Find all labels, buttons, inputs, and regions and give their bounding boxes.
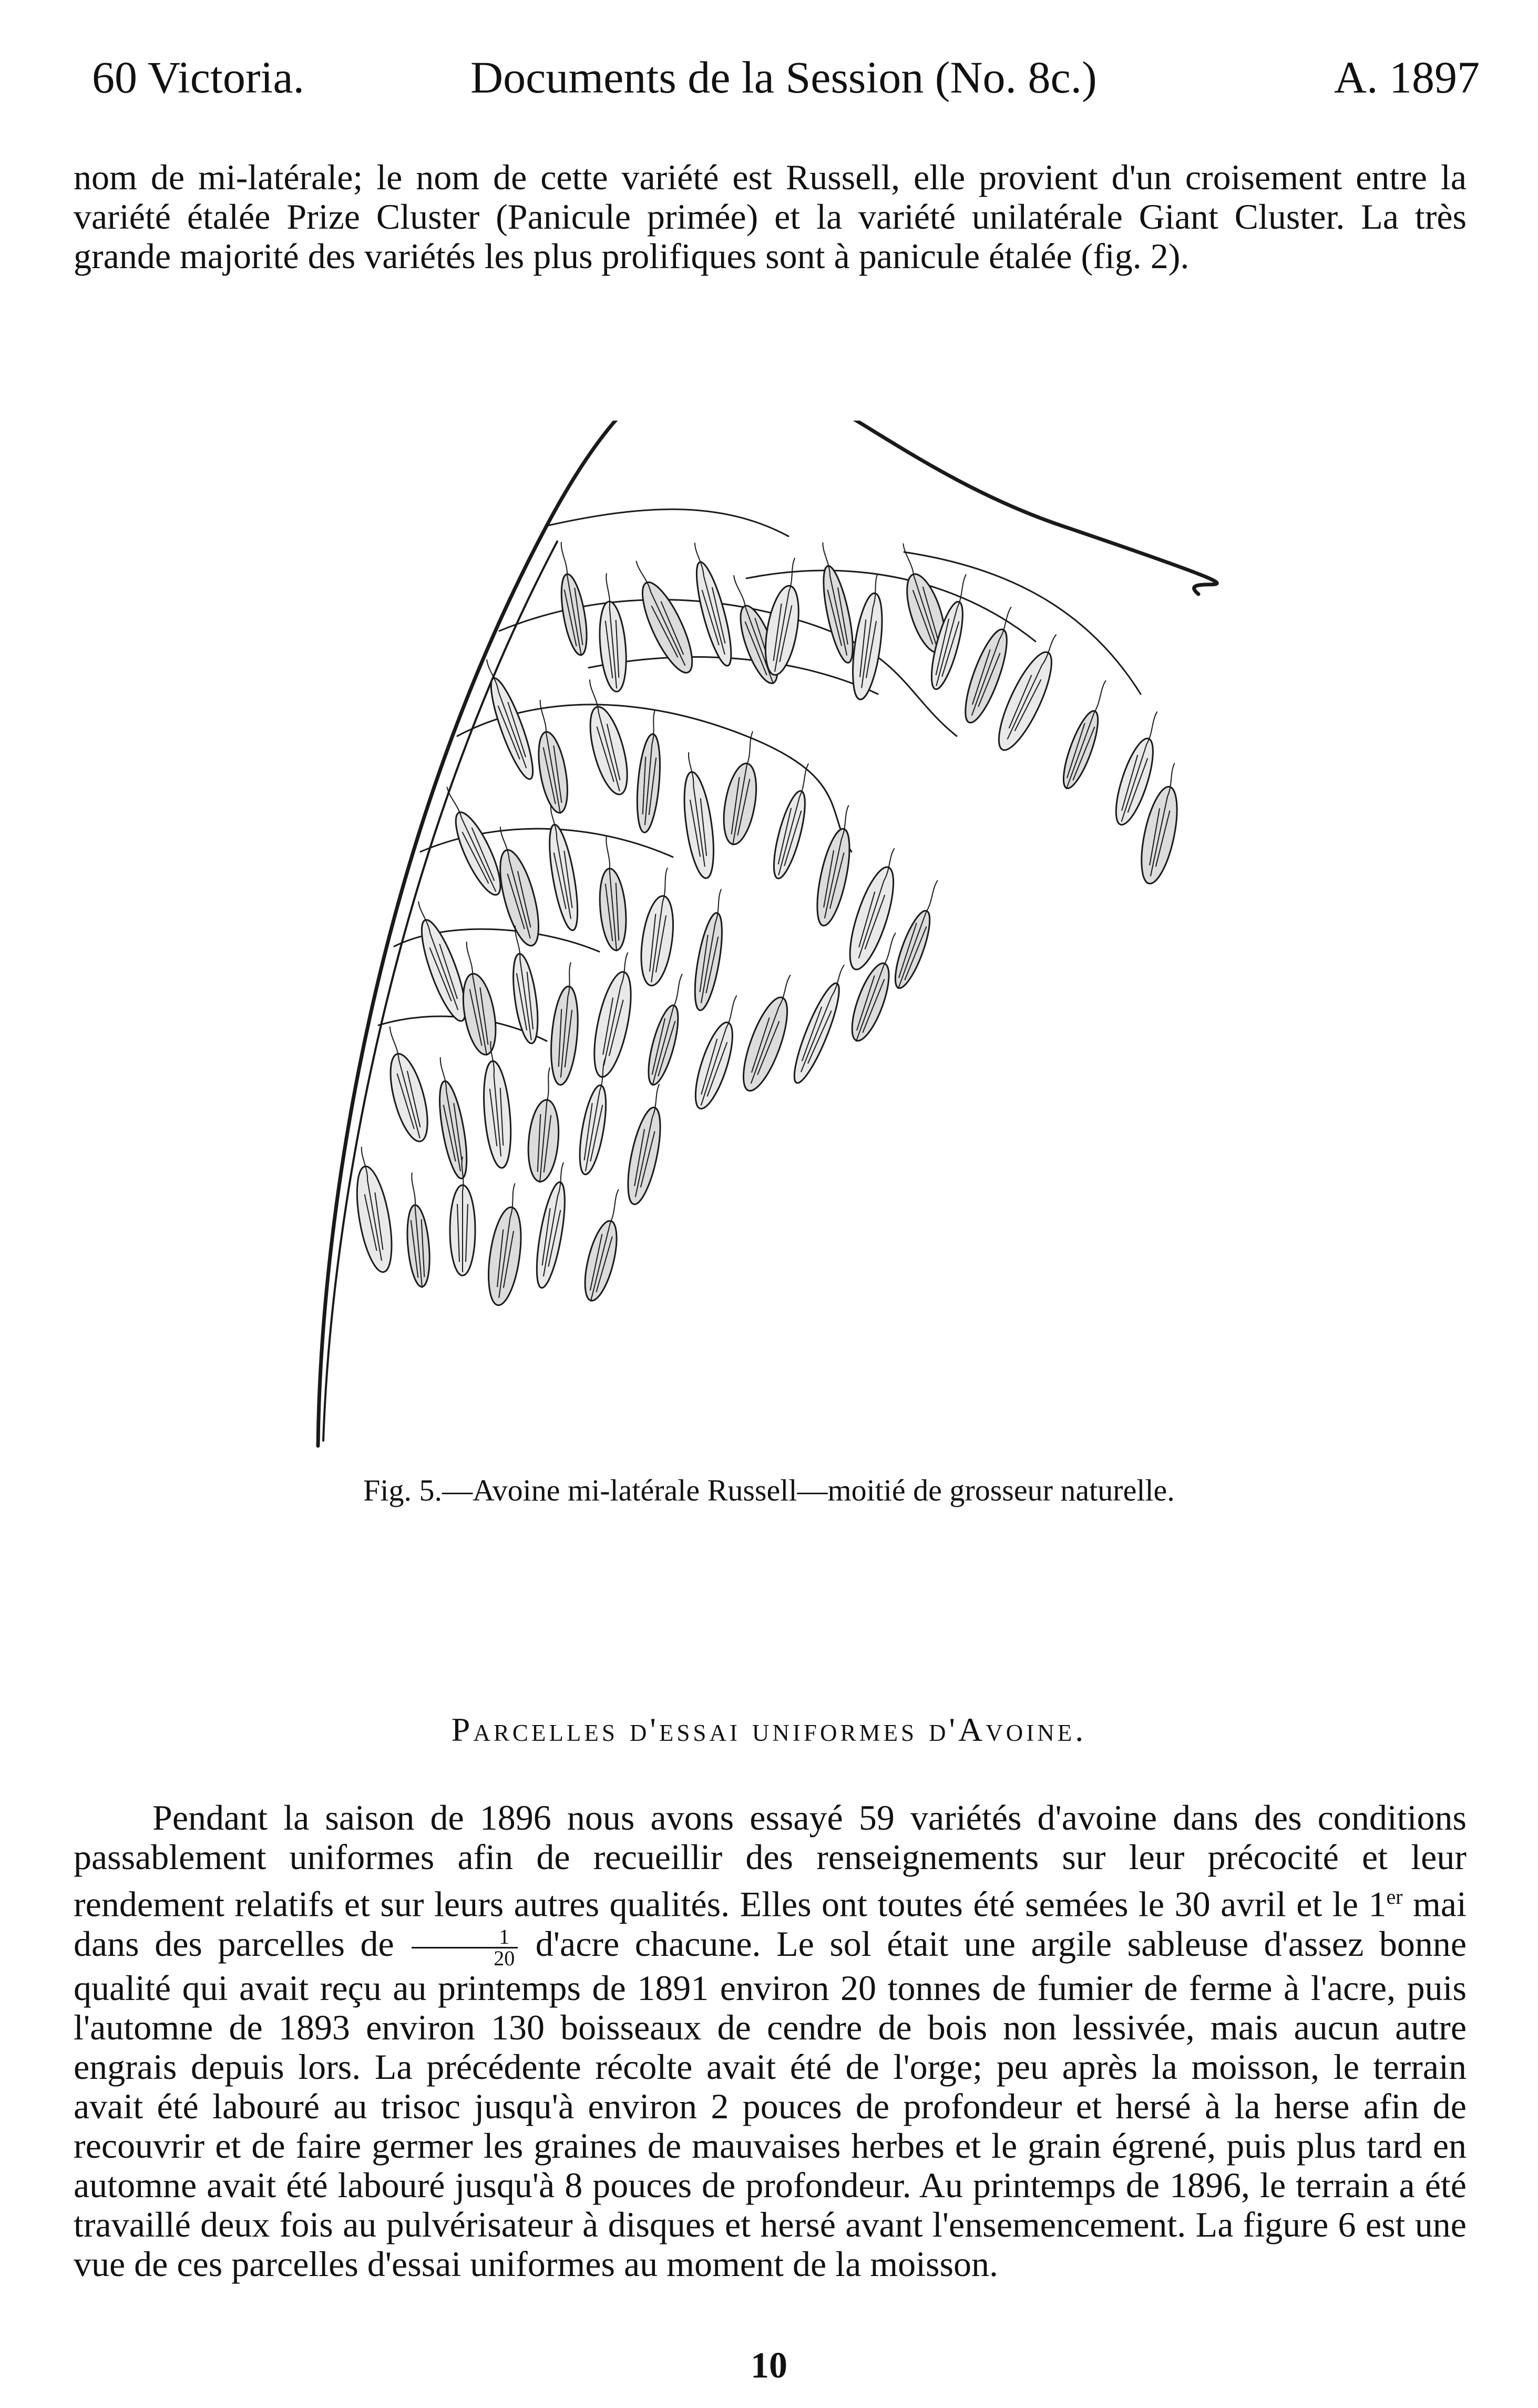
body-text-part1: Pendant la saison de 1896 nous avons essayé 59 variétés d'avoine dans des conditions passablement uniformes afin de recueillir des renseignements sur leur précocité et leur rendement relatifs et sur leurs autres qualités. Elles ont toutes été semées le 30 avril et le 1 (74, 1798, 1467, 1924)
figure-caption: Fig. 5.—Avoine mi-latérale Russell—moitié de grosseur naturelle. (363, 1473, 1175, 1507)
intro-paragraph: nom de mi-latérale; le nom de cette variété est Russell, elle provient d'un croisement entre la variété étalée Prize Cluster (Panicule primée) et la variété unilatérale Giant Cluster. La très grande majorité des variétés les plus prolifiques sont à panicule étalée (fig. 2). (74, 157, 1467, 276)
running-header (92, 48, 1480, 106)
fraction-denominator: 20 (494, 1946, 515, 1970)
header-session-volume: 60 Victoria. (92, 52, 305, 103)
oat-panicle-illustration-icon (273, 421, 1314, 1472)
page-number: 10 (751, 2345, 787, 2386)
body-text-part3: d'acre chacune. Le sol était une argile sableuse d'assez bonne qualité qui avait reçu au printemps de 1891 environ 20 tonnes de fumier de ferme à l'acre, puis l'automne de 1893 environ 130 boisseaux de cendre de bois non lessivée, mais aucun autre engrais depuis lors. La précédente récolte avait été de l'orge; peu après la moisson, le terrain avait été labouré au trisoc jusqu'à environ 2 pouces de profondeur et hersé à la herse afin de recouvrir et de faire germer les graines de mauvaises herbes et le grain égrené, puis plus tard en automne avait été labouré jusqu'à 8 pouces de profondeur. Au printemps de 1896, le terrain a été travaillé deux fois au pulvérisateur à disques et hersé avant l'ensemencement. La figure 6 est une vue de ces parcelles d'essai uniformes au moment de la moisson. (74, 1923, 1467, 2284)
ordinal-superscript: er (1386, 1885, 1403, 1909)
body-text-part2: mai dans des parcelles de (74, 1884, 1467, 1964)
header-year: A. 1897 (1334, 52, 1480, 103)
fraction-numerator: 1 (412, 1927, 518, 1948)
section-heading: Parcelles d'essai uniformes d'Avoine. (451, 1711, 1087, 1748)
section-body-paragraph (74, 1798, 1467, 2284)
header-document-title: Documents de la Session (No. 8c.) (470, 52, 1097, 103)
fraction (412, 1924, 518, 1970)
